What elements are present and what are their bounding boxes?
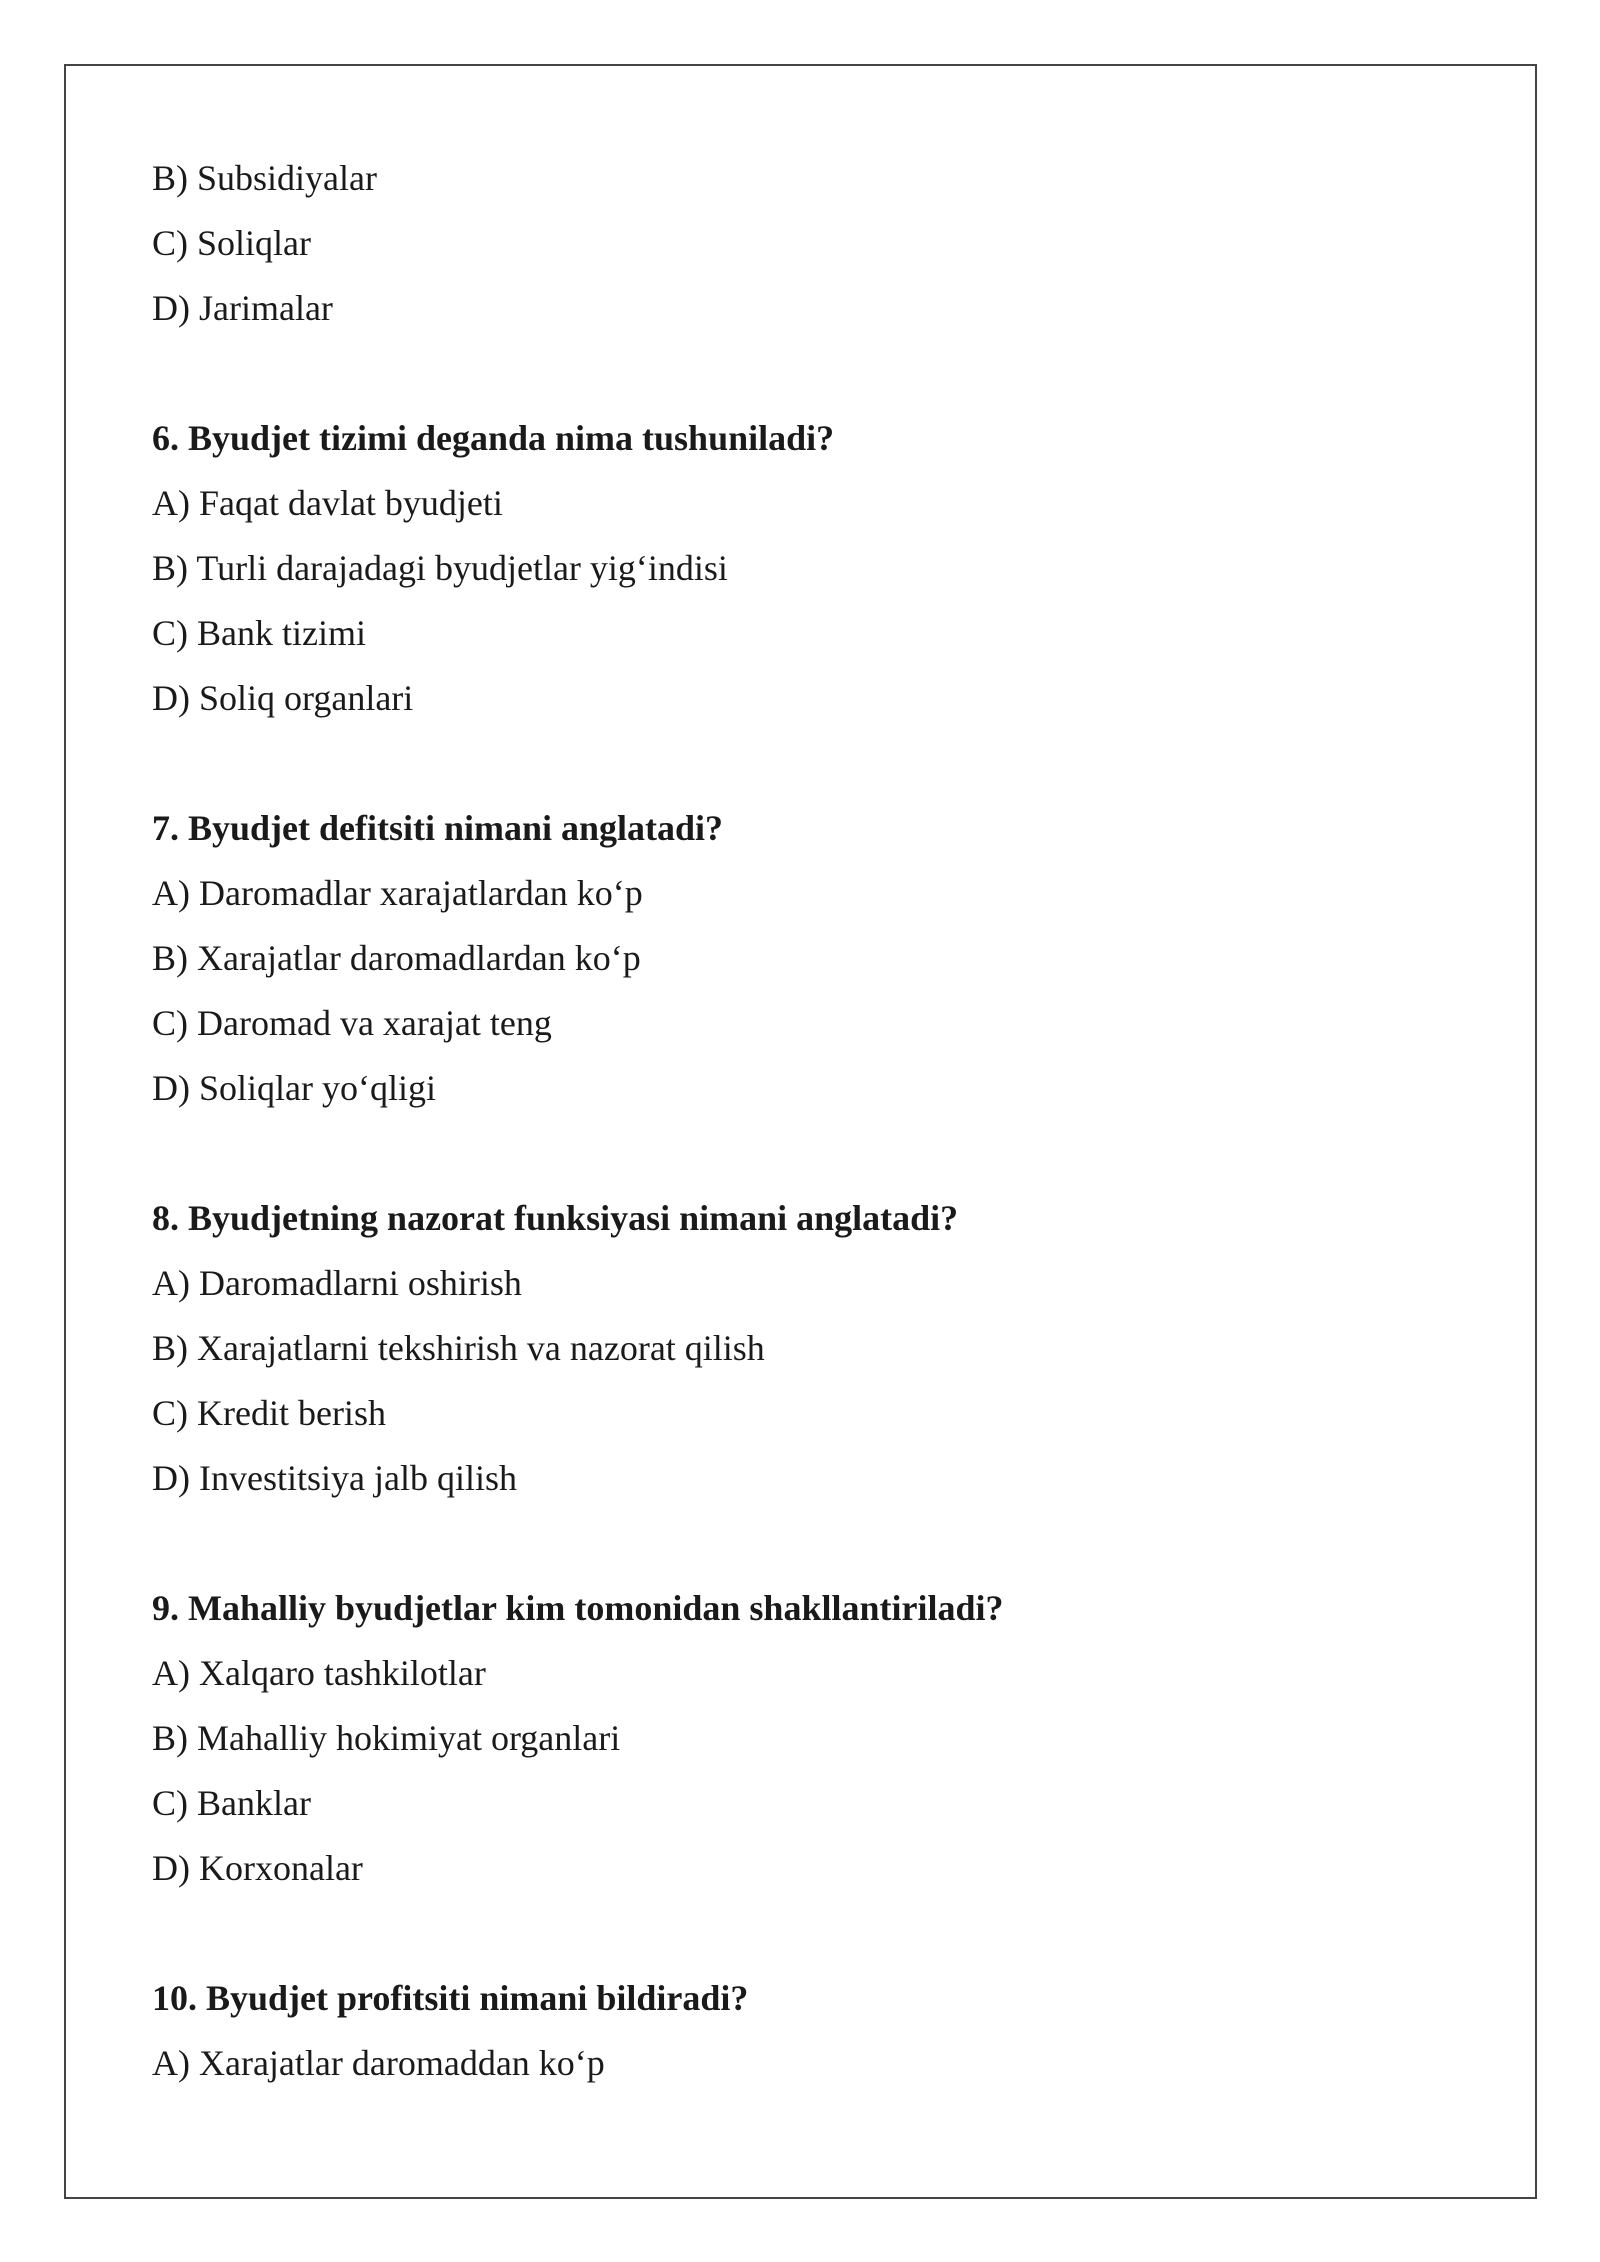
question-title: 6. Byudjet tizimi deganda nima tushuniladi? (152, 418, 835, 458)
question-title: 8. Byudjetning nazorat funksiyasi nimani anglatadi? (152, 1198, 959, 1238)
answer-option: C) Soliqlar (152, 223, 311, 263)
spacer (152, 341, 1452, 406)
question-title: 10. Byudjet profitsiti nimani bildiradi? (152, 1978, 749, 2018)
spacer (152, 1121, 1452, 1186)
spacer (152, 731, 1452, 796)
answer-option: B) Mahalliy hokimiyat organlari (152, 1718, 621, 1758)
answer-option: A) Xarajatlar daromaddan ko‘p (152, 2043, 605, 2083)
answer-option: C) Banklar (152, 1783, 311, 1823)
answer-option: C) Bank tizimi (152, 613, 366, 653)
answer-option: B) Xarajatlar daromadlardan ko‘p (152, 938, 641, 978)
answer-option: B) Turli darajadagi byudjetlar yig‘indisi (152, 548, 728, 588)
answer-option: C) Daromad va xarajat teng (152, 1003, 552, 1043)
document-body (152, 146, 1452, 2096)
answer-option: D) Soliqlar yo‘qligi (152, 1068, 436, 1108)
answer-option: A) Xalqaro tashkilotlar (152, 1653, 486, 1693)
question-title: 7. Byudjet defitsiti nimani anglatadi? (152, 808, 724, 848)
answer-option: A) Daromadlarni oshirish (152, 1263, 522, 1303)
answer-option: D) Jarimalar (152, 288, 333, 328)
answer-option: B) Xarajatlarni tekshirish va nazorat qilish (152, 1328, 765, 1368)
spacer (152, 1901, 1452, 1966)
answer-option: D) Korxonalar (152, 1848, 363, 1888)
answer-option: D) Investitsiya jalb qilish (152, 1458, 517, 1498)
answer-option: A) Faqat davlat byudjeti (152, 483, 503, 523)
answer-option: B) Subsidiyalar (152, 158, 377, 198)
answer-option: C) Kredit berish (152, 1393, 386, 1433)
spacer (152, 1511, 1452, 1576)
question-title: 9. Mahalliy byudjetlar kim tomonidan shakllantiriladi? (152, 1588, 1004, 1628)
answer-option: D) Soliq organlari (152, 678, 414, 718)
answer-option: A) Daromadlar xarajatlardan ko‘p (152, 873, 643, 913)
